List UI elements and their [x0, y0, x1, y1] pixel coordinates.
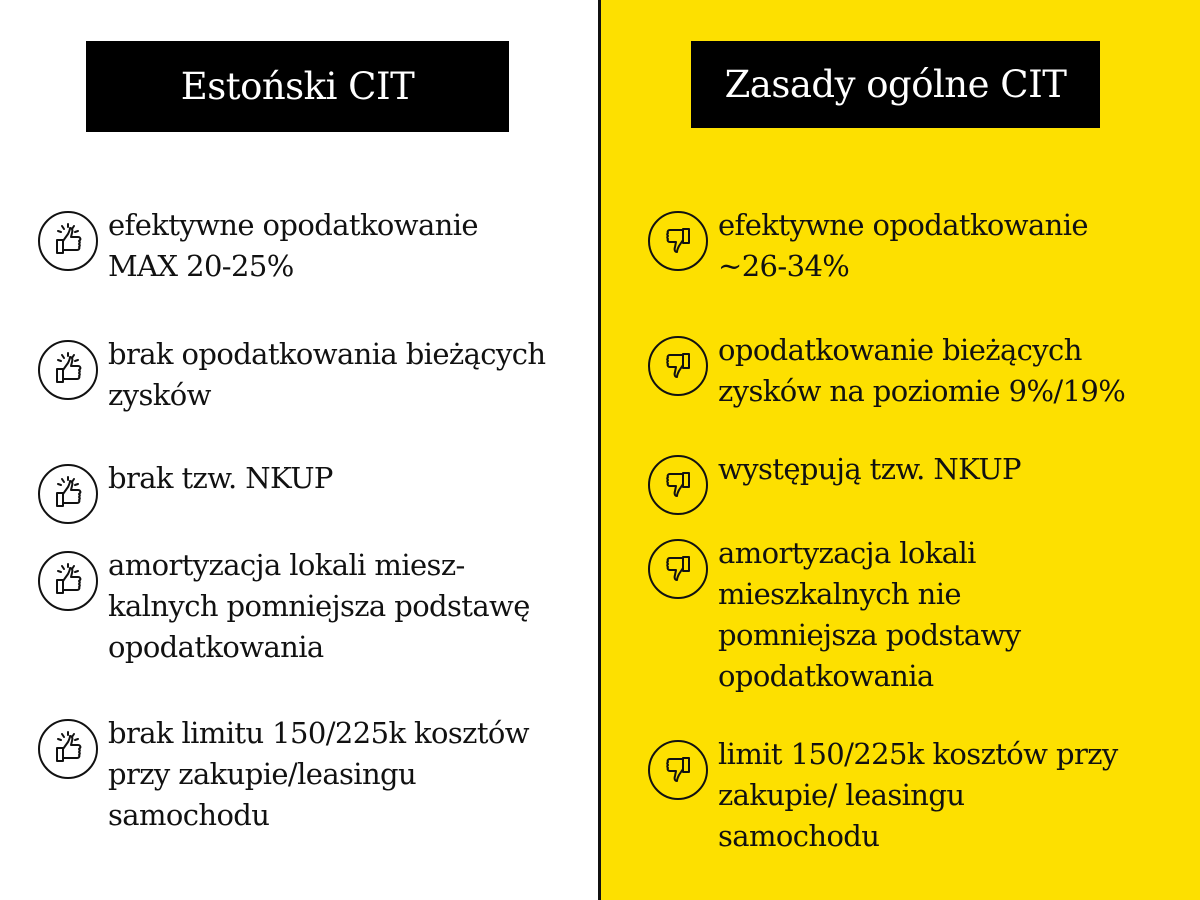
left-list-item	[38, 545, 590, 668]
right-item-text: limit 150/225k kosztów przy zakupie/ leasingu samochodu	[718, 737, 1118, 853]
right-item-text: występują tzw. NKUP	[718, 452, 1021, 486]
right-item-text: efektywne opodatkowanie ~26-34%	[718, 208, 1088, 283]
thumbs-down-icon	[648, 740, 708, 800]
center-divider	[598, 0, 601, 900]
right-list-item	[648, 734, 1193, 857]
thumbs-up-icon	[38, 464, 98, 524]
left-list-item	[38, 205, 590, 287]
thumbs-down-icon	[648, 455, 708, 515]
right-title: Zasady ogólne CIT	[724, 63, 1067, 106]
right-list-item	[648, 449, 1193, 515]
left-item-text: brak opodatkowania bieżących zysków	[108, 337, 546, 412]
right-list-item	[648, 330, 1193, 412]
thumbs-down-icon	[648, 211, 708, 271]
left-title: Estoński CIT	[180, 65, 415, 108]
thumbs-down-icon	[648, 336, 708, 396]
right-list-item	[648, 533, 1193, 697]
right-header	[691, 41, 1100, 128]
right-item-text: opodatkowanie bieżących zysków na poziomie 9%/19%	[718, 333, 1126, 408]
left-item-text: amortyzacja lokali miesz- kalnych pomniejsza podstawę opodatkowania	[108, 548, 530, 664]
left-list-item	[38, 713, 590, 836]
thumbs-down-icon	[648, 539, 708, 599]
thumbs-up-icon	[38, 211, 98, 271]
left-list-item	[38, 334, 590, 416]
right-item-text: amortyzacja lokali mieszkalnych nie pomniejsza podstawy opodatkowania	[718, 536, 1021, 693]
left-item-text: brak tzw. NKUP	[108, 461, 333, 495]
left-header	[86, 41, 509, 132]
thumbs-up-icon	[38, 551, 98, 611]
left-item-text: brak limitu 150/225k kosztów przy zakupie/leasingu samochodu	[108, 716, 529, 832]
left-item-text: efektywne opodatkowanie MAX 20-25%	[108, 208, 478, 283]
thumbs-up-icon	[38, 719, 98, 779]
left-list-item	[38, 458, 590, 524]
right-list-item	[648, 205, 1193, 287]
thumbs-up-icon	[38, 340, 98, 400]
